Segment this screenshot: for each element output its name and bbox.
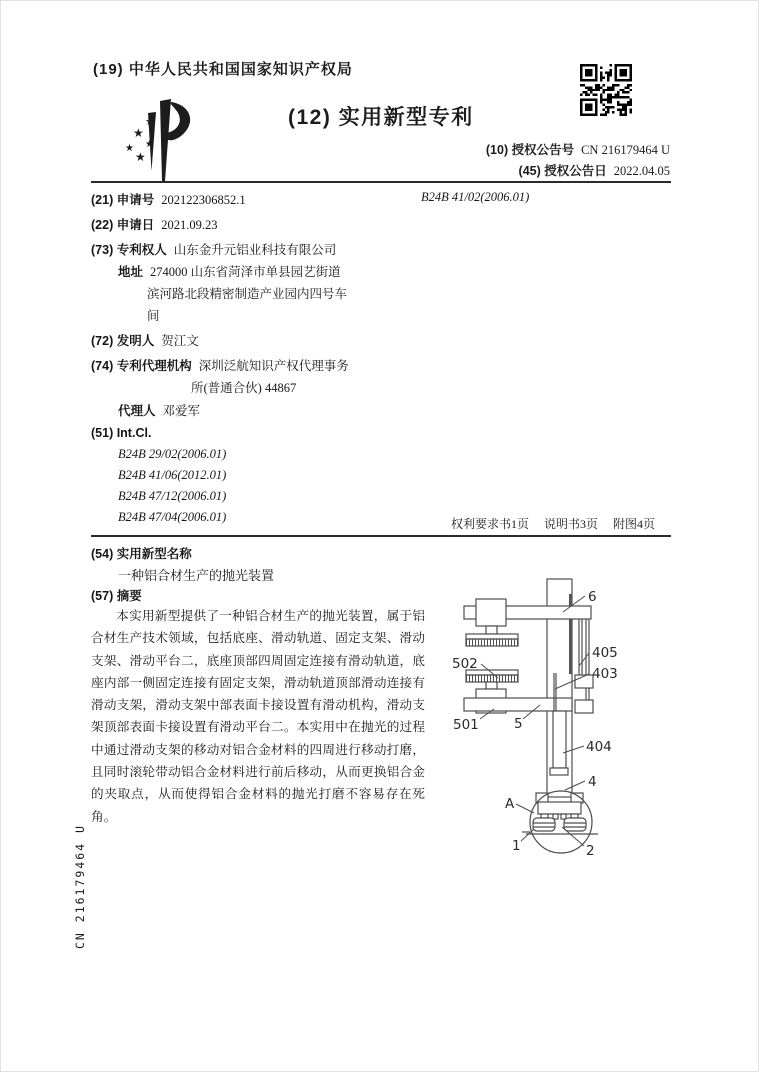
logo-star-5: ★ xyxy=(135,150,146,164)
figure-grinding-disc-lower xyxy=(466,675,518,682)
address-line-3: 间 xyxy=(147,309,160,323)
patentee-value: 山东金升元铝业科技有限公司 xyxy=(173,243,337,257)
figure-label-A: A xyxy=(505,796,515,812)
divider-top xyxy=(91,181,671,183)
logo-star-2: ★ xyxy=(133,126,144,140)
figure-linework xyxy=(464,579,598,853)
figure-label-403: 403 xyxy=(592,666,618,682)
address-row xyxy=(118,262,341,280)
pages-figures: 附图4页 xyxy=(612,517,655,531)
divider-middle xyxy=(91,535,671,537)
application-number-label: (21) 申请号 xyxy=(91,193,155,207)
cnipa-logo-image xyxy=(107,95,207,189)
agency-label: (74) 专利代理机构 xyxy=(91,359,192,373)
address-line-1: 274000 山东省菏泽市单县园艺街道 xyxy=(150,265,341,279)
abstract-section-label xyxy=(91,586,149,604)
side-publication-number: CN 216179464 U xyxy=(73,824,87,949)
title-label-text: (54) 实用新型名称 xyxy=(91,547,192,561)
logo-p-bowl xyxy=(168,102,191,140)
inventor-value: 贺江文 xyxy=(161,334,199,348)
figure-roller-right xyxy=(564,818,586,831)
abstract-label-text: (57) 摘要 xyxy=(91,589,142,603)
filing-date-row xyxy=(91,215,217,233)
figure-grinding-disc-upper xyxy=(466,639,518,646)
qr-code-image xyxy=(580,63,632,117)
application-number-value: 202122306852.1 xyxy=(161,193,246,207)
figure-label-502: 502 xyxy=(452,656,478,672)
publication-number-line xyxy=(486,140,670,158)
inventor-label: (72) 发明人 xyxy=(91,334,155,348)
filing-date-value: 2021.09.23 xyxy=(161,218,218,232)
figure-label-2: 2 xyxy=(586,843,595,859)
application-number-row xyxy=(91,190,246,208)
logo-star-4: ★ xyxy=(125,143,134,154)
qr-code xyxy=(580,63,632,117)
patentee-row xyxy=(91,240,336,258)
intcl-primary-code: B24B 41/02(2006.01) xyxy=(421,190,530,204)
logo-star-3: ★ xyxy=(145,139,154,150)
intcl-code-2: B24B 41/06(2012.01) xyxy=(118,468,227,482)
intcl-code-4: B24B 47/04(2006.01) xyxy=(118,510,227,524)
figure-piston-rod xyxy=(553,711,566,768)
figure-roller-left xyxy=(533,818,555,831)
patentee-label: (73) 专利权人 xyxy=(91,243,167,257)
address-label: 地址 xyxy=(118,265,144,279)
figure-label-4: 4 xyxy=(588,774,597,790)
agency-name-line-1: 深圳泛航知识产权代理事务 xyxy=(198,359,349,373)
patent-figure xyxy=(426,561,706,881)
publication-number-label: (10) 授权公告号 xyxy=(485,143,575,157)
logo-star-1: ★ xyxy=(145,116,155,128)
intcl-header-row xyxy=(91,426,158,441)
agent-row xyxy=(118,401,200,419)
figure-label-5: 5 xyxy=(514,716,523,732)
pages-info-row xyxy=(451,515,655,532)
publication-date-line xyxy=(519,161,670,179)
publication-date-label: (45) 授权公告日 xyxy=(518,164,607,178)
abstract-paragraph: 本实用新型提供了一种铝合材生产的抛光装置，属于铝合材生产技术领域，包括底座、滑动轨道、固定支架、滑动支架、滑动平台二，底座顶部四周固定连接有滑动轨道，底座内部一侧固定连接有固定支架，滑动轨道顶部滑动连接有滑动支架，滑动支架中部表面卡接设置有滑动机构，滑动支架顶部表面卡接设置有滑动平台二。本实用中在抛光的过程中通过滑动支架的移动对铝合金材料的四周进行移动打磨，且同时滚轮带动铝合金材料进行前后移动，从而更换铝合金的夹取点，从而使得铝合金材料的抛光打磨不容易存在死角。 xyxy=(91,609,425,824)
figure-label-404: 404 xyxy=(586,739,612,755)
publication-date-value: 2022.04.05 xyxy=(613,164,670,178)
pages-description: 说明书3页 xyxy=(543,517,598,531)
publication-number-value: CN 216179464 U xyxy=(581,143,670,157)
filing-date-label: (22) 申请日 xyxy=(91,218,155,232)
figure-label-405: 405 xyxy=(592,645,618,661)
invention-title: 一种铝合材生产的抛光装置 xyxy=(118,568,275,583)
agency-row xyxy=(91,356,349,374)
pages-claims: 权利要求书1页 xyxy=(450,517,529,531)
issuing-office-title: (19) 中华人民共和国国家知识产权局 xyxy=(93,61,353,78)
cnipa-logo xyxy=(107,95,207,189)
agent-value: 邓爱军 xyxy=(162,404,201,418)
figure-label-501: 501 xyxy=(453,717,479,733)
title-section-label xyxy=(91,544,199,562)
intcl-label: (51) Int.Cl. xyxy=(91,426,152,440)
intcl-code-1: B24B 29/02(2006.01) xyxy=(118,447,227,461)
figure-label-1: 1 xyxy=(512,838,521,854)
patent-figure-drawing xyxy=(426,561,706,881)
figure-roller-plate xyxy=(538,802,581,814)
agent-label: 代理人 xyxy=(118,404,156,418)
inventor-row xyxy=(91,331,199,349)
document-type-title: (12) 实用新型专利 xyxy=(288,106,474,129)
intcl-code-3: B24B 47/12(2006.01) xyxy=(118,489,227,503)
address-line-2: 滨河路北段精密制造产业园内四号车 xyxy=(147,287,348,301)
figure-label-6: 6 xyxy=(588,589,597,605)
agency-name-line-2: 所(普通合伙) 44867 xyxy=(191,381,297,395)
